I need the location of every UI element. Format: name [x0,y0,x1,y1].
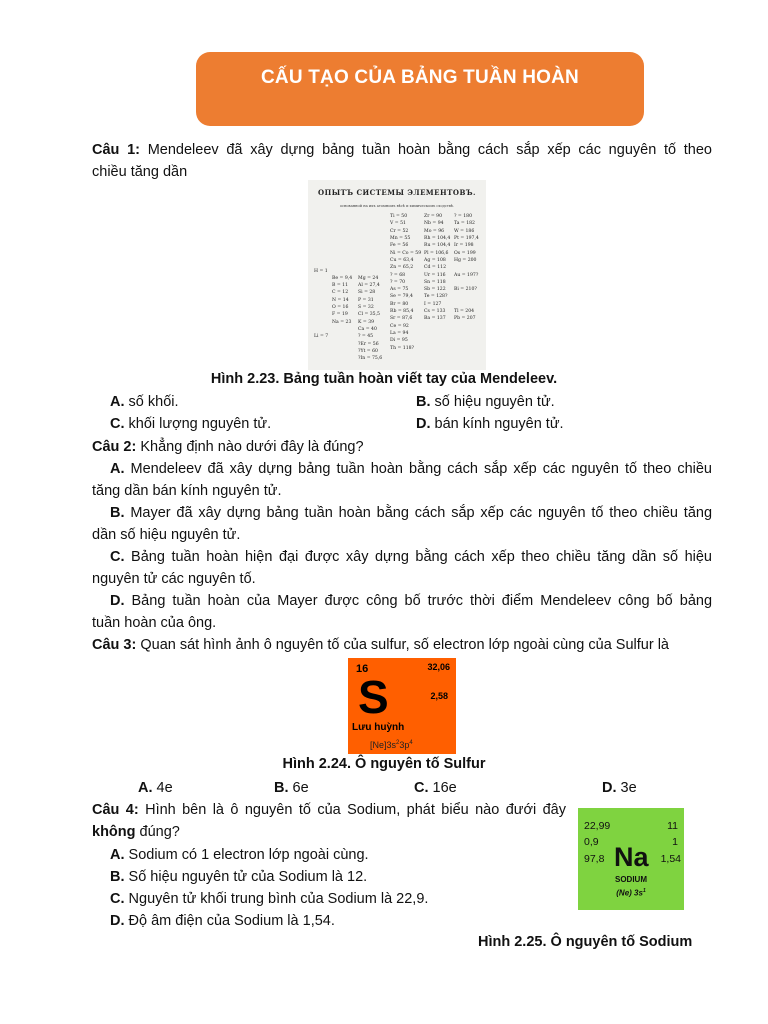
sulfur-config-base: [Ne]3s [370,740,397,750]
q3-option-d[interactable] [602,778,637,798]
q3-option-a-key: A. [138,780,153,796]
mendeleev-table-subtitle: основанной на ихъ атомномъ вѣсѣ и химическомъ сходствѣ. [339,204,455,208]
q3-option-c-key: C. [414,780,429,796]
q1-text-line1 [92,140,712,160]
q4-option-b[interactable] [110,867,367,887]
q1-label: Câu 1: [92,142,140,158]
page-title: CẤU TẠO CỦA BẢNG TUẦN HOÀN [261,67,579,88]
q1-text-line2: chiều tăng dần [92,164,188,180]
q2-option-c-line1: Bảng tuần hoàn hiện đại được xây dựng bằng cách xếp theo chiều tăng dần số hiệu [131,549,712,565]
sodium-config-base: (Ne) 3s [616,888,643,898]
q3-option-b-text: 6e [292,780,309,796]
q3-text: Quan sát hình ảnh ô nguyên tố của sulfur, số electron lớp ngoài cùng của Sulfur là [140,637,669,653]
q3-option-c[interactable] [414,778,457,798]
mendeleev-column-5: Zr = 90 Nb = 94 Mo = 96 Rh = 104,4 Ru = 104,4 Pl = 106,6 Ag = 108 Cd = 112 Ur = 116 Sn = 118 Sb = 122 Te = 128? I = 127 Cs = 133 Ba = 137 [424,214,451,322]
q3-option-d-key: D. [602,780,617,796]
q2-option-d-key: D. [110,593,125,609]
sodium-config-exp: 1 [642,888,646,894]
q4-option-a-text: Sodium có 1 electron lớp ngoài cùng. [128,847,369,863]
figure-2-25-caption: Hình 2.25. Ô nguyên tố Sodium [478,934,693,950]
q4-question-line1 [92,800,566,820]
sulfur-config-p-exp: 4 [409,740,413,746]
sodium-name: SODIUM [615,875,647,884]
sodium-outer-electrons: 1 [672,836,678,848]
q1-option-c-text: khối lượng nguyên tử. [128,416,272,432]
q2-option-c[interactable] [110,547,712,567]
q1-option-c-key: C. [110,416,125,432]
sodium-atomic-number: 11 [667,820,678,832]
sulfur-symbol: S [358,671,389,723]
q1-option-c[interactable] [110,414,271,434]
q2-option-b[interactable] [110,503,712,523]
title-banner [196,52,644,126]
q1-option-d-key: D. [416,416,431,432]
q2-option-d-line2: tuần hoàn của ông. [92,615,217,631]
q3-option-d-text: 3e [620,780,637,796]
q4-option-d[interactable] [110,911,335,931]
q3-option-b[interactable] [274,778,309,798]
q2-option-b-line1: Mayer đã xây dựng bảng tuần hoàn bằng cách sắp xếp các nguyên tố theo chiều tăng [130,505,713,521]
mendeleev-column-3: Mg = 24 Al = 27,4 Si = 28 P = 31 S = 32 Cl = 35,5 K = 39 Ca = 40 ? = 45 ?Er = 56 ?Yt = 60 ?In = 75,6 [358,275,383,362]
sulfur-electron-config [370,740,413,750]
q2-text: Khẳng định nào dưới đây là đúng? [140,439,364,455]
sodium-ionization: 1,54 [660,853,681,865]
mendeleev-column-4: Ti = 50 V = 51 Cr = 52 Mn = 55 Fe = 56 Ni = Co = 59 Cu = 63,4 Zn = 65,2 ? = 68 ? = 70 As = 75 Se = 79,4 Br = 80 Rb = 85,4 Sr = 87,6 Ce = 92 La = 94 Di = 95 Th = 118? [390,214,422,351]
figure-2-23-caption: Hình 2.23. Bảng tuần hoàn viết tay của Mendeleev. [210,371,558,387]
q3-label: Câu 3: [92,637,137,653]
q4-negation: không [92,824,136,840]
q2-option-a-line2: tăng dần bán kính nguyên tử. [92,483,282,499]
q2-option-d-line1: Bảng tuần hoàn của Mayer được công bố trước thời điểm Mendeleev công bố bảng [131,593,713,609]
q2-option-b-key: B. [110,505,125,521]
q2-option-c-line2: nguyên tử các nguyên tố. [92,571,256,587]
q1-option-b-text: số hiệu nguyên tử. [434,394,555,410]
sulfur-name: Lưu huỳnh [352,722,405,733]
mendeleev-column-2: Be = 9,4 B = 11 C = 12 N = 14 O = 16 F = 19 Na = 23 [332,275,353,325]
q2-option-a-line1: Mendeleev đã xây dựng bảng tuần hoàn bằng cách sắp xếp các nguyên tố theo chiều [130,461,712,477]
q4-option-b-text: Số hiệu nguyên tử của Sodium là 12. [128,869,368,885]
sodium-atomic-mass: 22,99 [584,820,611,832]
q1-option-a-key: A. [110,394,125,410]
mendeleev-column-1: H = 1 Li = 7 [314,268,329,340]
q3-option-c-text: 16e [432,780,457,796]
q4-option-c-key: C. [110,891,125,907]
q2-option-c-key: C. [110,549,125,565]
q1-option-b[interactable] [416,392,555,412]
q3-question [92,635,712,655]
sulfur-config-p: 3p [399,740,410,750]
sulfur-atomic-number: 16 [356,663,369,675]
sodium-symbol: Na [614,842,649,872]
q2-option-a-key: A. [110,461,125,477]
q1-option-b-key: B. [416,394,431,410]
sulfur-element-tile [348,658,456,754]
q4-option-c[interactable] [110,889,428,909]
q4-option-a[interactable] [110,845,369,865]
sulfur-atomic-mass: 32,06 [427,662,450,672]
q4-option-b-key: B. [110,869,125,885]
q4-option-c-text: Nguyên tử khối trung bình của Sodium là 22,9. [128,891,429,907]
q3-option-a-text: 4e [156,780,173,796]
figure-2-24-caption: Hình 2.24. Ô nguyên tố Sulfur [282,756,486,772]
q2-label: Câu 2: [92,439,137,455]
sulfur-config-s-exp: 2 [396,740,400,746]
q1-text: Mendeleev đã xây dựng bảng tuần hoàn bằng cách sắp xếp các nguyên tố theo [147,142,712,158]
q3-option-b-key: B. [274,780,289,796]
sulfur-electronegativity: 2,58 [430,691,448,701]
q4-text: Hình bên là ô nguyên tố của Sodium, phát biểu nào đưới đây [145,802,566,818]
q1-option-d-text: bán kính nguyên tử. [434,416,564,432]
q4-option-a-key: A. [110,847,125,863]
q4-text-rest: đúng? [139,824,180,840]
q1-option-a[interactable] [110,392,179,412]
q1-option-a-text: số khối. [128,394,179,410]
mendeleev-table-image [308,180,486,370]
sodium-radius: 97,8 [584,853,605,865]
sodium-element-tile [578,808,684,910]
q4-option-d-key: D. [110,913,125,929]
mendeleev-table-title: ОПЫТЪ СИСТЕМЫ ЭЛЕМЕНТОВЪ. [317,188,476,197]
q4-label: Câu 4: [92,802,139,818]
q2-option-a[interactable] [110,459,712,479]
sodium-electron-config [578,888,684,898]
q2-option-d[interactable] [110,591,712,611]
q3-option-a[interactable] [138,778,173,798]
q1-option-d[interactable] [416,414,564,434]
q2-option-b-line2: dần số hiệu nguyên tử. [92,527,241,543]
q4-option-d-text: Độ âm điện của Sodium là 1,54. [128,913,335,929]
mendeleev-column-6: ? = 180 Ta = 182 W = 186 Pt = 197,4 Ir = 198 Os = 199 Hg = 200 Au = 197? Bi = 210? Tl = 204 Pb = 207 [454,214,479,322]
q2-question [92,437,712,457]
sodium-electronegativity: 0,9 [584,836,599,848]
